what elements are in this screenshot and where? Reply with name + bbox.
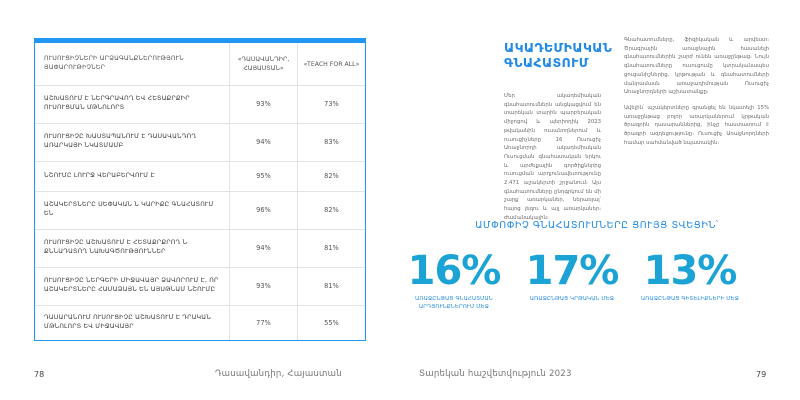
stat-label: ԱՌԱՋԸՆԹԱՑ ԳԻՏԵԼԻՔՆԵՐԻ ՄԵՋ [641, 296, 739, 302]
header-criteria: ՈՒՍՈՒՑԻՉՆԵՐԻ ԱՐՁԱԳԱՆՔՆԵՐՈՒԹՅՈՒՆ ՅԱՓԱՐՈՒԹԻՉՆԵՐ [44, 55, 184, 71]
stat-value: 13% [643, 248, 737, 294]
row-value-tfa: 82% [297, 191, 365, 229]
row-value-armenia: 94% [229, 123, 297, 161]
row-value-armenia: 93% [229, 267, 297, 305]
table-row [35, 161, 365, 192]
row-value-armenia: 96% [229, 191, 297, 229]
paragraph-2: Գնահատումները, ֆիզիկական և արվեստ։ Ծրագրային առաջնային հասանելի գնահատումներին շարժ ունեն առաջընթաց։ Նույն գնահատումները ուսուցումը կտրականապես ցուցանիշներից, կրթության և գնահատումների մանրամասն առաջադիմության Ուսուցիչ Առաջնորդների աշխատանքը։ [624, 37, 769, 96]
row-value-tfa: 81% [297, 267, 365, 305]
results-table [34, 38, 366, 341]
page-number-left: 78 [34, 370, 45, 379]
table-row [35, 191, 365, 230]
paragraph-3: Ավելին՝ աշակերտները գրանցել են նկատելի 15% առաջընթաց բոլոր առարկաներում կրթական ծրագրին դասարաններից, ինչը հաստատում է ծրագրի ազդեցությունը։ Ուսուցիչ Առաջնորդների համար սահմանված նպատակին։ [624, 105, 769, 146]
table-row [35, 229, 365, 268]
stat-label: ԱՌԱՋԸՆԹԱՑ ԳՆԱՀԱՏՄԱՆ ԱՐԴՅՈՒՆՔՆԵՐՈՒՄ ՄԵՋ [415, 296, 493, 310]
table-row [35, 305, 365, 340]
stat-block [522, 250, 622, 303]
table-row [35, 123, 365, 162]
table-header-row [35, 43, 365, 86]
row-label: ՆՇՈՒՄԸ ԼՈՒՐՋ ՎԵՐԱԲԵՐՎՈՒՄ Է [44, 171, 155, 179]
row-label: ԴԱՍԱՐԱՆՈՒՄ ՈՒՍՈՒՑԻՉԸ ԱՇԽԱՏՈՒՄ Է ԴՐԱԿԱՆ ՄԹՆՈԼՈՐՏ ԵՎ ՄԻՋԱՎԱՅՐ [44, 313, 211, 330]
row-value-tfa: 55% [297, 305, 365, 340]
summary-heading: ԱՄՓՈՓԻՉ ԳՆԱՀԱՏՈՒՄՆԵՐԸ ՑՈՒՅՑ ՏՎԵՑԻՆ՝ [475, 220, 719, 231]
row-label: ՈՒՍՈՒՑԻՉԸ ԽԱՍՏԱՊԱՆՈՒՄ Է ԴԱՍԱՎԱՆԴՈՂ ԱՌԱՐԿԱՅԻ ՆԿԱՏՄԱՄԲ [44, 133, 197, 149]
row-label: ԱՇԱԿԵՐՏՆԵՐԸ ՍԵՓԱԿԱՆ Ն ԿԱՐԻՔԸ ԳՆԱՀԱՏՈՒՄ ԵՆ [44, 201, 214, 217]
row-label: ԱՇԽԱՏՈՒՄ Է ՆԵՐԳՐԱՎՈՂ ԵՎ ՀԵՏԱՔՐՔԻՐ ՈՒՍՈՒՑՄԱՆ ՄԹՆՈԼՈՐՏ [44, 95, 190, 111]
row-value-tfa: 82% [297, 161, 365, 191]
stat-value: 17% [525, 248, 619, 294]
table-row [35, 267, 365, 306]
row-label: ՈՒՍՈՒՑԻՉԸ ՆԵՐԳԵՐԻ ՄԻՋԱՎԱՅՐ ՁԱՎՈՐՈՒՄ Է, ՈՐ ԱՇԱԿԵՐՏՆԵՐԸ ՀԱՄԱՁԱՅՆ ԵՆ ԱՅՍԹՆԱՄ ՆՇՈՒՄԸ [44, 277, 219, 293]
stat-block [404, 250, 504, 311]
header-teach-for-all: «TEACH FOR ALL» [297, 43, 365, 85]
stat-value: 16% [407, 248, 501, 294]
row-value-armenia: 95% [229, 161, 297, 191]
row-value-tfa: 73% [297, 85, 365, 123]
page-number-right: 79 [756, 370, 767, 379]
table-row [35, 85, 365, 124]
section-title: ԱԿԱԴԵՄԻԱԿԱՆ ԳՆԱՀԱՏՈՒՄ [504, 40, 613, 70]
stat-label: ԱՌԱՋԸՆԹԱՑ ԿՐԹԱԿԱՆ ՄԵՋ [529, 296, 615, 302]
row-value-armenia: 94% [229, 229, 297, 267]
header-armenia: «ԴԱՍԱՎԱՆԴԻՐ, ՀԱՅԱՍՏԱՆ» [229, 43, 297, 85]
footer-left: Դասավանդիր, Հայաստան [215, 369, 342, 379]
row-value-armenia: 77% [229, 305, 297, 340]
row-label: ՈՒՍՈՒՑԻՉԸ ԱՇԽԱՏՈՒՄ Է ՀԵՏԱՔՐՔՐՈՂ Ն ՔՆՆԱԴԱՏՈՂ ՆԱԽԱԳԾՈՒԹՅՈՒՆՆԵՐ [44, 239, 188, 255]
stat-block [640, 250, 740, 303]
footer-right: Տարեկան հաշվետվություն 2023 [419, 369, 572, 379]
row-value-tfa: 81% [297, 229, 365, 267]
intro-paragraph: Մեր ակադեմիական գնահատումներն անցկացվում են տարեկան տարին պարբերական միջոցով և պերիոդիկ 2023 թվականին ուսանողներում և ուսուցիչները 16 Ուսուցիչ Առաջնորդի ակադեմիական Ուսուցման գնահատական երկու և արժեքային գործիքներից ուսուցման արդյունավետությունը 2.471 աշակերտի շրջանում։ Այս գնահատումները ընդգրկում են մի շարք առարկաներ, ներառյալ՝ հայոց լեզու և այլ առարկաներ։ Ժամանակային։ [504, 93, 601, 221]
row-value-armenia: 93% [229, 85, 297, 123]
row-value-tfa: 83% [297, 123, 365, 161]
